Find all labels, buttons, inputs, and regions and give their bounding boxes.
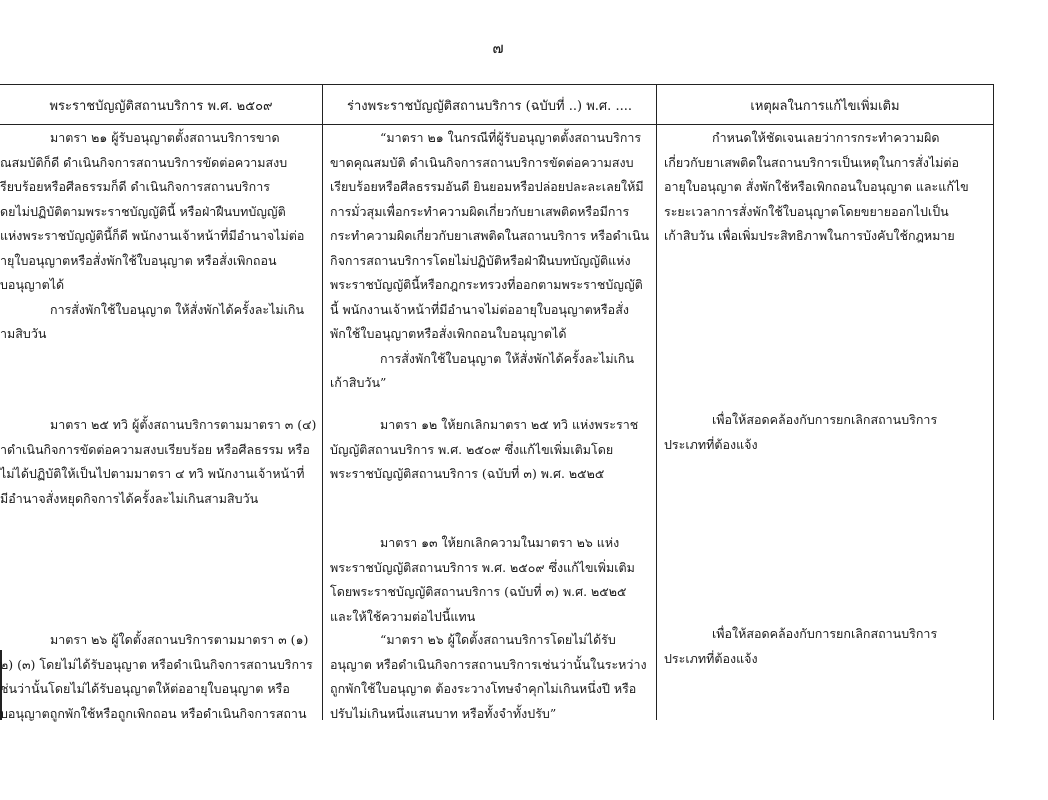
text-line: การสั่งพักใช้ใบอนุญาต ให้สั่งพักได้ครั้งละไม่เกิน	[50, 301, 305, 317]
text-line: เรียบร้อยหรือศีลธรรมอันดี ยินยอมหรือปล่อยปละละเลยให้มี	[330, 179, 644, 194]
row1-col1-text	[0, 126, 318, 347]
text-line: บอนุญาตได้	[0, 277, 65, 292]
text-line: ถูกพักใช้ใบอนุญาต ต้องระวางโทษจำคุกไม่เกินหนึ่งปี หรือ	[330, 681, 637, 696]
text-line: มีอำนาจสั่งหยุดกิจการได้ครั้งละไม่เกินสามสิบวัน	[0, 490, 259, 506]
text-line: เก้าสิบวัน”	[330, 375, 387, 390]
header-col3: เหตุผลในการแก้ไขเพิ่มเติม	[750, 98, 900, 114]
text-line: บัญญัติสถานบริการ พ.ศ. ๒๕๐๙ ซึ่งแก้ไขเพิ่มเติมโดย	[330, 441, 614, 457]
text-line: กระทำความผิดเกี่ยวกับยาเสพติดในสถานบริการ หรือดำเนิน	[330, 228, 650, 243]
row3-col2-text	[330, 531, 652, 629]
text-line: มาตรา ๒๕ ทวิ ผู้ตั้งสถานบริการตามมาตรา ๓ (๔)	[50, 417, 317, 432]
text-line: มาตรา ๒๖ ผู้ใดตั้งสถานบริการตามมาตรา ๓ (๑)	[50, 632, 309, 647]
text-line: กิจการสถานบริการโดยไม่ปฏิบัติหรือฝ่าฝืนบทบัญญัติแห่ง	[330, 252, 631, 268]
text-line: เกี่ยวกับยาเสพติดในสถานบริการเป็นเหตุในการสั่งไม่ต่อ	[664, 154, 959, 170]
text-line: “มาตรา ๒๑ ในกรณีที่ผู้รับอนุญาตตั้งสถานบริการ	[380, 130, 642, 145]
text-line: ุณสมบัติก็ดี ดำเนินกิจการสถานบริการขัดต่อความสงบ	[0, 154, 288, 170]
header-col1: พระราชบัญญัติสถานบริการ พ.ศ. ๒๕๐๙	[49, 98, 273, 114]
text-line: ช่นว่านั้นโดยไม่ได้รับอนุญาตให้ต่ออายุใบอนุญาต หรือ	[0, 681, 290, 696]
text-line: ขาดคุณสมบัติ ดำเนินกิจการสถานบริการขัดต่อความสงบ	[330, 154, 634, 170]
table-top-border	[0, 84, 994, 85]
page-number: ๗	[492, 39, 504, 57]
text-line: ายุใบอนุญาตหรือสั่งพักใช้ใบอนุญาต หรือสั่งเพิกถอน	[0, 252, 277, 268]
text-line: ไม่ได้ปฏิบัติให้เป็นไปตามมาตรา ๔ ทวิ พนักงานเจ้าหน้าที่	[0, 466, 305, 481]
row4-col3-text	[664, 622, 990, 671]
text-line: บอนุญาตถูกพักใช้หรือถูกเพิกถอน หรือดำเนินกิจการสถาน	[0, 705, 307, 721]
text-line: มาตรา ๑๒ ให้ยกเลิกมาตรา ๒๕ ทวิ แห่งพระราช	[380, 417, 639, 432]
text-line: เพื่อให้สอดคล้องกับการยกเลิกสถานบริการ	[712, 412, 938, 427]
text-line: มาตรา ๑๓ ให้ยกเลิกความในมาตรา ๒๖ แห่ง	[380, 535, 620, 550]
text-line: รียบร้อยหรือศีลธรรมก็ดี ดำเนินกิจการสถานบริการ	[0, 179, 270, 194]
text-line: ประเภทที่ต้องแจ้ง	[664, 650, 758, 666]
text-line: กำหนดให้ชัดเจนเลยว่าการกระทำความผิด	[712, 130, 940, 145]
column-divider-1	[322, 84, 323, 720]
text-line: พระราชบัญญัติสถานบริการ (ฉบับที่ ๓) พ.ศ. ๒๕๒๕	[330, 466, 605, 481]
text-line: โดยพระราชบัญญัติสถานบริการ (ฉบับที่ ๓) พ.ศ. ๒๕๒๕	[330, 584, 627, 599]
text-line: และให้ใช้ความต่อไปนี้แทน	[330, 608, 476, 624]
text-line: การสั่งพักใช้ใบอนุญาต ให้สั่งพักได้ครั้งละไม่เกิน	[380, 350, 635, 366]
text-line: อนุญาต หรือดำเนินกิจการสถานบริการเช่นว่านั้นในระหว่าง	[330, 656, 647, 672]
text-line: เพื่อให้สอดคล้องกับการยกเลิกสถานบริการ	[712, 626, 938, 641]
text-line: แห่งพระราชบัญญัตินี้ก็ดี พนักงานเจ้าหน้าที่มีอำนาจไม่ต่อ	[0, 228, 305, 243]
text-line: พระราชบัญญัตินี้หรือกฎกระทรวงที่ออกตามพระราชบัญญัติ	[330, 277, 643, 292]
column-divider-2	[656, 84, 657, 720]
text-line: ประเภทที่ต้องแจ้ง	[664, 436, 758, 452]
text-line: มาตรา ๒๑ ผู้รับอนุญาตตั้งสถานบริการขาด	[50, 130, 280, 145]
text-line: อายุใบอนุญาต สั่งพักใช้หรือเพิกถอนใบอนุญาต และแก้ไข	[664, 179, 969, 194]
text-line: ๒) (๓) โดยไม่ได้รับอนุญาต หรือดำเนินกิจการสถานบริการ	[0, 656, 313, 672]
row1-col3-text	[664, 126, 990, 249]
text-line: ำดำเนินกิจการขัดต่อความสงบเรียบร้อย หรือศีลธรรม หรือ	[0, 441, 310, 457]
text-line: พักใช้ใบอนุญาตหรือสั่งเพิกถอนใบอนุญาตได้	[330, 326, 567, 341]
text-line: “มาตรา ๒๖ ผู้ใดตั้งสถานบริการโดยไม่ได้รับ	[380, 632, 616, 647]
row4-col1-text	[0, 628, 318, 726]
text-line: นี้ พนักงานเจ้าหน้าที่มีอำนาจไม่ต่ออายุใบอนุญาตหรือสั่ง	[330, 301, 629, 317]
text-line: พระราชบัญญัติสถานบริการ พ.ศ. ๒๕๐๙ ซึ่งแก้ไขเพิ่มเติม	[330, 559, 635, 575]
text-line: ระยะเวลาการสั่งพักใช้ใบอนุญาตโดยขยายออกไปเป็น	[664, 203, 949, 219]
text-line: ปรับไม่เกินหนึ่งแสนบาท หรือทั้งจำทั้งปรับ”	[330, 705, 557, 721]
row1-col2-text	[330, 126, 652, 396]
table-right-border	[993, 84, 994, 720]
row2-col2-text	[330, 413, 652, 487]
row2-col1-text	[0, 413, 318, 511]
row4-col2-text	[330, 628, 652, 726]
text-line: ามสิบวัน	[0, 326, 47, 341]
header-col2: ร่างพระราชบัญญัติสถานบริการ (ฉบับที่ ..) พ.ศ. ....	[347, 98, 632, 114]
text-line: การมั่วสุมเพื่อกระทำความผิดเกี่ยวกับยาเสพติดหรือมีการ	[330, 203, 630, 219]
text-line: ดยไม่ปฏิบัติตามพระราชบัญญัตินี้ หรือฝ่าฝืนบทบัญญัติ	[0, 203, 286, 219]
text-line: เก้าสิบวัน เพื่อเพิ่มประสิทธิภาพในการบังคับใช้กฎหมาย	[664, 228, 955, 243]
table-header-divider	[0, 124, 994, 125]
row2-col3-text	[664, 408, 990, 457]
